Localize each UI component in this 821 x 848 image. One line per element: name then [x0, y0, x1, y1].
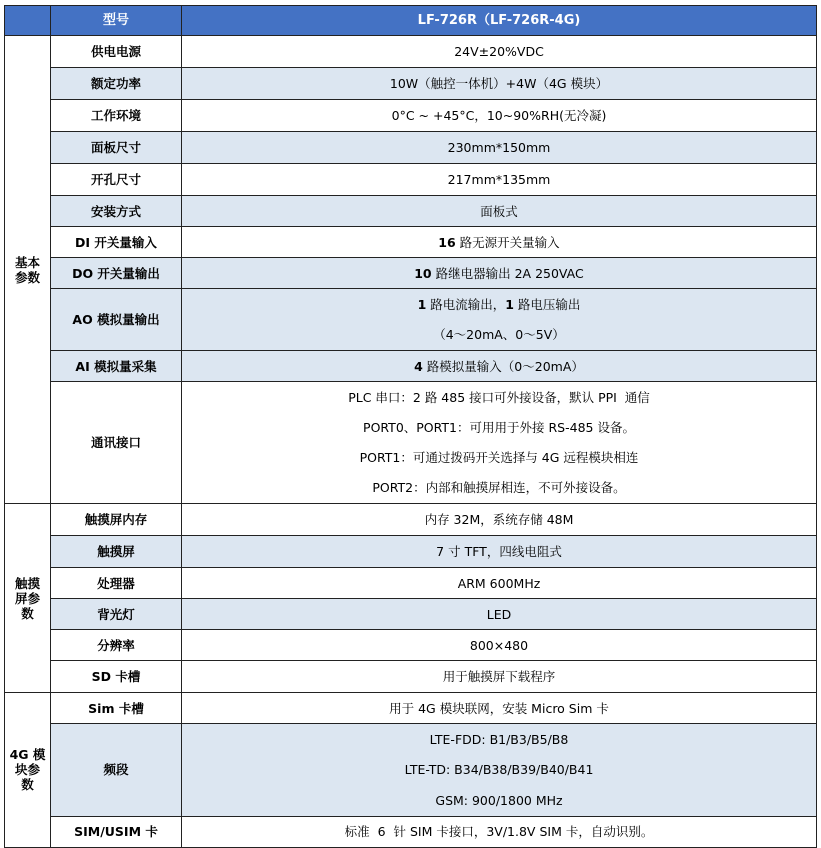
spec-value-line: [182, 661, 816, 692]
spec-value-line: [182, 351, 816, 381]
header-row: [5, 6, 817, 36]
spec-table-container: [4, 5, 816, 840]
group-name-line: 触摸: [14, 575, 40, 591]
spec-row: [5, 68, 817, 100]
group-name-cell: [5, 504, 51, 693]
spec-value-line: [182, 599, 816, 629]
spec-row: [5, 693, 817, 724]
spec-value-line: [182, 320, 816, 351]
spec-text: LED: [486, 606, 512, 622]
spec-value-line: [182, 36, 816, 67]
spec-value-line: [182, 568, 816, 598]
spec-value: [182, 816, 817, 847]
spec-text: 230mm*150mm: [447, 140, 551, 155]
spec-label: 触摸屏: [51, 536, 182, 568]
spec-value-line: [182, 196, 816, 226]
spec-text: 10W（触控一体机）+4W（4G 模块）: [389, 76, 609, 91]
spec-count: 1: [505, 296, 514, 312]
spec-value-line: [182, 227, 816, 257]
spec-row: [5, 132, 817, 164]
spec-text: PORT1：可通过拨码开关选择与 4G 远程模块相连: [359, 450, 639, 466]
spec-value-line: [182, 100, 816, 131]
spec-text: PLC 串口：2 路 485 接口可外接设备，默认 PPI 通信: [348, 389, 650, 405]
spec-text: （4～20mA、0～5V）: [433, 327, 565, 343]
spec-label: 频段: [51, 724, 182, 817]
group-name-line: 屏参: [14, 590, 40, 606]
spec-value: [182, 536, 817, 568]
group-name-line: 4G 模: [9, 747, 46, 763]
spec-table-body: [5, 6, 817, 848]
spec-value: [182, 693, 817, 724]
spec-row: [5, 289, 817, 351]
spec-value: [182, 289, 817, 351]
spec-text: 路模拟量输入（0～20mA）: [422, 358, 584, 374]
spec-count: 16: [438, 234, 456, 250]
spec-label: 工作环境: [51, 100, 182, 132]
spec-value: [182, 227, 817, 258]
spec-text: 217mm*135mm: [447, 172, 551, 187]
spec-row: [5, 536, 817, 568]
spec-label: AO 模拟量输出: [51, 289, 182, 351]
group-name-cell: [5, 693, 51, 848]
spec-text: 内存 32M，系统存储 48M: [424, 512, 574, 527]
spec-label: 安装方式: [51, 196, 182, 227]
spec-value-line: [182, 755, 816, 786]
spec-row: [5, 164, 817, 196]
spec-label: 触摸屏内存: [51, 504, 182, 536]
spec-label: 背光灯: [51, 599, 182, 630]
spec-value: [182, 164, 817, 196]
spec-value: [182, 382, 817, 504]
spec-value: [182, 132, 817, 164]
spec-text: GSM: 900/1800 MHz: [435, 793, 563, 809]
spec-text: 800×480: [469, 637, 529, 653]
group-name-line: 基本: [14, 254, 40, 270]
spec-text: 路无源开关量输入: [455, 234, 560, 250]
spec-label: 供电电源: [51, 36, 182, 68]
group-name-line: 数: [21, 777, 34, 793]
spec-label: Sim 卡槽: [51, 693, 182, 724]
spec-value-line: [182, 693, 816, 723]
spec-row: [5, 661, 817, 693]
spec-text: 路继电器输出 2A 250VAC: [431, 265, 584, 281]
spec-label: 通讯接口: [51, 382, 182, 504]
spec-value: [182, 351, 817, 382]
spec-value: [182, 599, 817, 630]
spec-row: [5, 382, 817, 504]
spec-count: 4: [414, 358, 423, 374]
group-name-cell: [5, 36, 51, 504]
spec-value: [182, 100, 817, 132]
spec-value-line: [182, 443, 816, 473]
spec-row: [5, 630, 817, 661]
spec-value: [182, 258, 817, 289]
spec-table: [4, 5, 817, 848]
spec-row: [5, 36, 817, 68]
group-name-line: 数: [21, 605, 34, 621]
spec-row: [5, 568, 817, 599]
spec-text: LTE-FDD: B1/B3/B5/B8: [429, 731, 569, 747]
spec-text: 7 寸 TFT，四线电阻式: [436, 544, 562, 559]
spec-value: [182, 630, 817, 661]
spec-value: [182, 196, 817, 227]
spec-text: 0°C ~ +45°C，10~90%RH(无冷凝): [391, 108, 607, 123]
spec-text: ARM 600MHz: [457, 575, 541, 591]
spec-value-line: [182, 289, 816, 320]
spec-text: 面板式: [480, 203, 518, 219]
spec-value-line: [182, 382, 816, 412]
spec-label: SD 卡槽: [51, 661, 182, 693]
group-name-line: 参数: [14, 269, 40, 285]
spec-label: 额定功率: [51, 68, 182, 100]
group-name-line: 块参: [14, 762, 40, 778]
spec-value-line: [182, 258, 816, 288]
spec-text: 24V±20%VDC: [454, 44, 544, 59]
spec-value-line: [182, 473, 816, 503]
header-model-value: LF-726R（LF-726R-4G): [182, 6, 817, 36]
spec-value-line: [182, 412, 816, 442]
spec-row: [5, 196, 817, 227]
spec-label: 分辨率: [51, 630, 182, 661]
spec-label: 面板尺寸: [51, 132, 182, 164]
spec-text: 标准 6 针 SIM 卡接口，3V/1.8V SIM 卡，自动识别。: [344, 824, 654, 840]
spec-label: AI 模拟量采集: [51, 351, 182, 382]
spec-row: [5, 504, 817, 536]
spec-value-line: [182, 724, 816, 755]
spec-value-line: [182, 536, 816, 567]
spec-value: [182, 504, 817, 536]
spec-value: [182, 661, 817, 693]
spec-value-line: [182, 504, 816, 535]
header-blank-cell: [5, 6, 51, 36]
spec-label: 处理器: [51, 568, 182, 599]
spec-row: [5, 258, 817, 289]
spec-row: [5, 816, 817, 847]
spec-row: [5, 227, 817, 258]
spec-value: [182, 724, 817, 817]
spec-text: PORT0、PORT1：可用用于外接 RS-485 设备。: [363, 419, 635, 435]
spec-value: [182, 36, 817, 68]
spec-value-line: [182, 785, 816, 816]
spec-row: [5, 351, 817, 382]
spec-value-line: [182, 630, 816, 660]
spec-text: 路电压输出: [513, 296, 581, 312]
spec-label: SIM/USIM 卡: [51, 816, 182, 847]
spec-label: 开孔尺寸: [51, 164, 182, 196]
spec-value-line: [182, 132, 816, 163]
spec-label: DO 开关量输出: [51, 258, 182, 289]
spec-value-line: [182, 817, 816, 847]
spec-value-line: [182, 68, 816, 99]
spec-value: [182, 568, 817, 599]
spec-count: 10: [414, 265, 432, 281]
spec-text: 用于触摸屏下载程序: [442, 669, 556, 684]
spec-row: [5, 599, 817, 630]
spec-text: 路电流输出，: [426, 296, 506, 312]
spec-row: [5, 724, 817, 817]
spec-text: PORT2：内部和触摸屏相连，不可外接设备。: [372, 480, 626, 496]
spec-row: [5, 100, 817, 132]
header-model-label: 型号: [51, 6, 182, 36]
spec-label: DI 开关量输入: [51, 227, 182, 258]
spec-count: 1: [417, 296, 427, 312]
spec-value: [182, 68, 817, 100]
spec-text: 用于 4G 模块联网，安装 Micro Sim 卡: [389, 700, 609, 716]
spec-value-line: [182, 164, 816, 195]
spec-text: LTE-TD: B34/B38/B39/B40/B41: [404, 762, 594, 778]
